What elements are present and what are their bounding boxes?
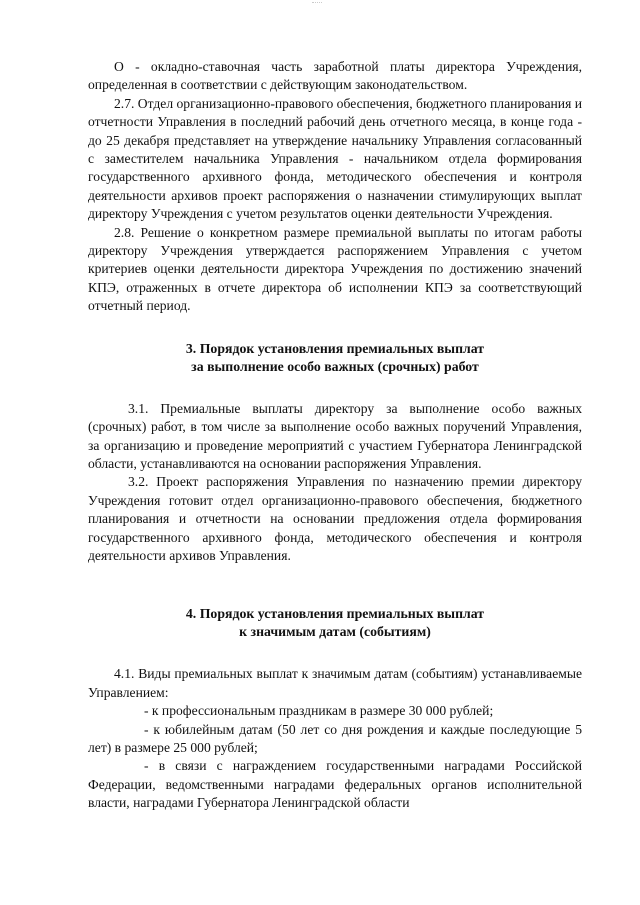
section-3-heading-line-1: 3. Порядок установления премиальных выплат <box>185 340 485 356</box>
section-4-heading-line-2: к значимым датам (событиям) <box>239 624 431 640</box>
list-item-anniversaries: - к юбилейным датам (50 лет со дня рождения и каждые последующие 5 лет) в размере 25 000 рублей; <box>88 721 582 755</box>
paragraph-o-definition: О - окладно-ставочная часть заработной платы директора Учреждения, определенная в соответствии с действующим законодательством. <box>88 59 582 93</box>
section-4-heading-line-1: 4. Порядок установления премиальных выплат <box>185 606 485 622</box>
paragraph-3-2: 3.2. Проект распоряжения Управления по назначению премии директору Учреждения готовит отдел организационно-правового обеспечения, бюджетного планирования и отчетности на основании предложения отдела формирования государственного архивного фонда, методического обеспечения и контроля деятельности архивов Управления. <box>88 474 582 563</box>
paragraph-4-1: 4.1. Виды премиальных выплат к значимым датам (событиям) устанавливаемые Управлением: <box>88 666 582 700</box>
scan-artifact <box>312 2 322 9</box>
section-3-heading-line-2: за выполнение особо важных (срочных) работ <box>191 358 479 374</box>
list-item-professional-holidays: - к профессиональным праздникам в размере 30 000 рублей; <box>144 703 494 719</box>
document-body <box>88 58 582 813</box>
paragraph-2-7: 2.7. Отдел организационно-правового обеспечения, бюджетного планирования и отчетности Управления в последний рабочий день отчетного месяца, в конце года - до 25 декабря представляет на утверждение начальнику Управления согласованный с заместителем начальника Управления - начальником отдела формирования государственного архивного фонда, методического обеспечения и контроля деятельности архивов проект распоряжения о назначении стимулирующих выплат директору Учреждения с учетом результатов оценки деятельности Учреждения. <box>88 95 583 222</box>
paragraph-3-1: 3.1. Премиальные выплаты директору за выполнение особо важных (срочных) работ, в том числе за выполнение особо важных поручений Управления, за организацию и проведение мероприятий с участием Губернатора Ленинградской области, устанавливаются на основании распоряжения Управления. <box>88 400 582 471</box>
list-item-state-awards: - в связи с награждением государственными наградами Российской Федерации, ведомственными наградами федеральных органов исполнительной власти, наградами Губернатора Ленинградской области <box>88 758 582 811</box>
paragraph-2-8: 2.8. Решение о конкретном размере премиальной выплаты по итогам работы директору Учреждения утверждается распоряжением Управления с учетом критериев оценки деятельности директора Учреждения по достижению значений КПЭ, отраженных в отчете директора об исполнении КПЭ за соответствующий отчетный период. <box>88 224 582 314</box>
